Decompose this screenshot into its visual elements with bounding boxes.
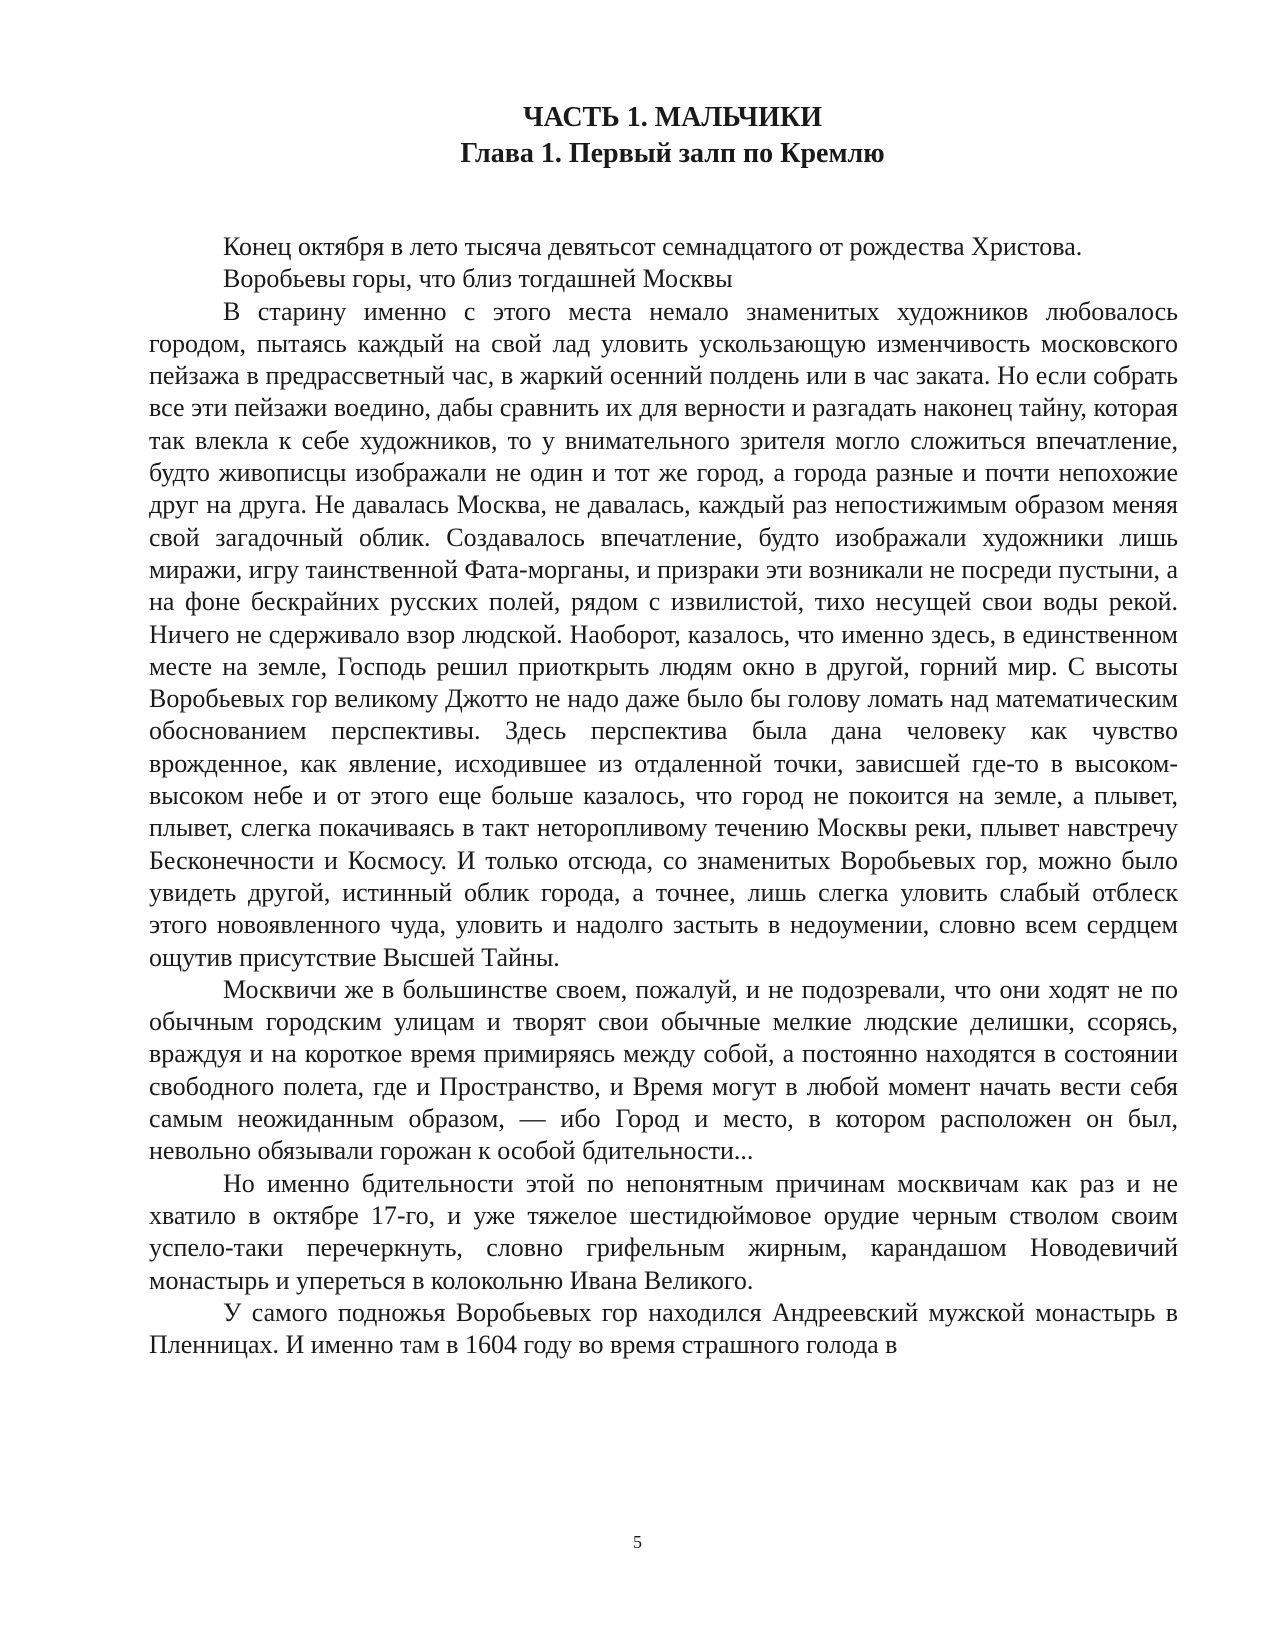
paragraph: Москвичи же в большинстве своем, пожалуй, и не подозревали, что они ходят не по обычным городским улицам и творят свои обычные мелкие людские делишки, ссорясь, враждуя и на короткое время примиряясь между собой, а постоянно находятся в состоянии свободного полета, где и Пространство, и Время могут в любой момент начать вести себя самым неожиданным образом, — ибо Город и место, в котором расположен он был, невольно обязывали горожан к особой бдительности... — [149, 974, 1178, 1166]
paragraph: У самого подножья Воробьевых гор находился Андреевский мужской монастырь в Пленницах. И именно там в 1604 году во время страшного голода в — [149, 1297, 1178, 1360]
paragraph-place: Воробьевы горы, что близ тогдашней Москвы — [223, 264, 733, 294]
chapter-title: Глава 1. Первый залп по Кремлю — [460, 138, 885, 169]
body-text — [149, 231, 1178, 1361]
paragraph-date: Конец октября в лето тысяча девятьсот семнадцатого от рождества Христова. — [223, 232, 1083, 261]
chapter-heading — [0, 100, 1275, 172]
paragraph: В старину именно с этого места немало знаменитых художников любовалось городом, пытаясь каждый на свой лад уловить ускользающую изменчивость московского пейзажа в предрассветный час, в жаркий осенний полдень или в час заката. Но если собрать все эти пейзажи воедино, дабы сравнить их для верности и разгадать наконец тайну, которая так влекла к себе художников, то у внимательного зрителя могло сложиться впечатление, будто живописцы изображали не один и тот же город, а города разные и почти непохожие друг на друга. Не давалась Москва, не давалась, каждый раз непостижимым образом меняя свой загадочный облик. Создавалось впечатление, будто изображали художники лишь миражи, игру таинственной Фата-морганы, и призраки эти возникали не посреди пустыни, а на фоне бескрайних русских полей, рядом с извилистой, тихо несущей свои воды рекой. Ничего не сдерживало взор людской. Наоборот, казалось, что именно здесь, в единственном месте на земле, Господь решил приоткрыть людям окно в другой, горний мир. С высоты Воробьевых гор великому Джотто не надо даже было бы голову ломать над математическим обоснованием перспективы. Здесь перспектива была дана человеку как чувство врожденное, как явление, исходившее из отдаленной точки, зависшей где-то в высоком-высоком небе и от этого еще больше казалось, что город не покоится на земле, а плывет, плывет, слегка покачиваясь в такт неторопливому течению Москвы реки, плывет навстречу Бесконечности и Космосу. И только отсюда, со знаменитых Воробьевых гор, можно было увидеть другой, истинный облик города, а точнее, лишь слегка уловить слабый отблеск этого новоявленного чуда, уловить и надолго застыть в недоумении, словно всем сердцем ощутив присутствие Высшей Тайны. — [149, 296, 1178, 972]
paragraph: Но именно бдительности этой по непонятным причинам москвичам как раз и не хватило в октябре 17-го, и уже тяжелое шестидюймовое орудие черным стволом своим успело-таки перечеркнуть, словно грифельным жирным, карандашом Новодевичий монастырь и упереться в колокольню Ивана Великого. — [149, 1168, 1178, 1295]
part-title: ЧАСТЬ 1. МАЛЬЧИКИ — [522, 102, 823, 133]
page-number: 5 — [633, 1532, 642, 1552]
